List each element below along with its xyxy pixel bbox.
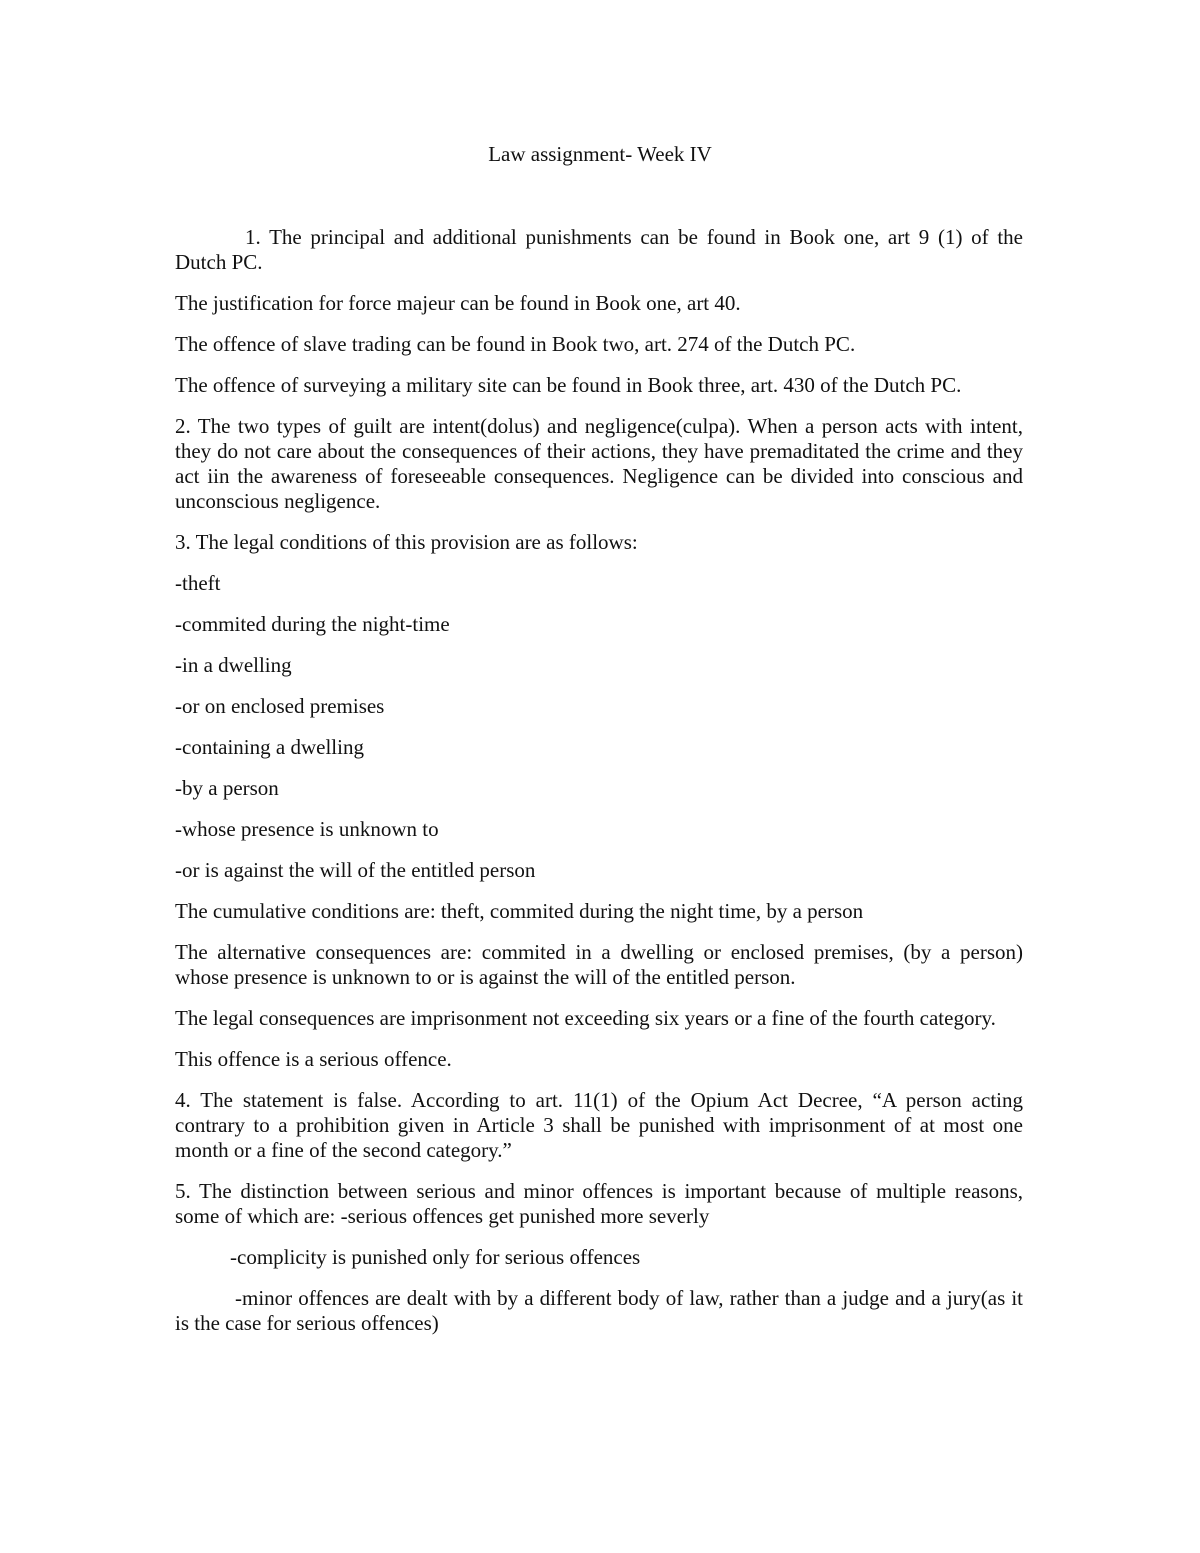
condition-item: -commited during the night-time (175, 612, 450, 636)
condition-item: -or is against the will of the entitled person (175, 858, 536, 882)
condition-item: -containing a dwelling (175, 735, 364, 759)
condition-item: -whose presence is unknown to (175, 817, 439, 841)
document-title: Law assignment- Week IV (488, 142, 712, 166)
serious-offence-paragraph: This offence is a serious offence. (175, 1047, 452, 1071)
answer-4-paragraph: 4. The statement is false. According to art. 11(1) of the Opium Act Decree, “A person acting contrary to a prohibition given in Article 3 shall be punished with imprisonment of at most one month or a fine of the second category.” (175, 1088, 1023, 1162)
reason-item: -minor offences are dealt with by a different body of law, rather than a judge and a jury(as it is the case for serious offences) (175, 1286, 1023, 1335)
answer-1-paragraph: 1. The principal and additional punishments can be found in Book one, art 9 (1) of the Dutch PC. (175, 225, 1023, 274)
force-majeur-paragraph: The justification for force majeur can be found in Book one, art 40. (175, 291, 741, 315)
answer-5-paragraph: 5. The distinction between serious and minor offences is important because of multiple reasons, some of which are: -serious offences get punished more severly (175, 1179, 1023, 1228)
military-site-paragraph: The offence of surveying a military site can be found in Book three, art. 430 of the Dutch PC. (175, 373, 962, 397)
slave-trading-paragraph: The offence of slave trading can be found in Book two, art. 274 of the Dutch PC. (175, 332, 856, 356)
legal-consequences-paragraph: The legal consequences are imprisonment not exceeding six years or a fine of the fourth category. (175, 1006, 996, 1030)
answer-3-intro: 3. The legal conditions of this provision are as follows: (175, 530, 638, 554)
document-body (175, 225, 1023, 1352)
answer-2-paragraph: 2. The two types of guilt are intent(dolus) and negligence(culpa). When a person acts with intent, they do not care about the consequences of their actions, they have premaditated the crime and they act iin the awareness of foreseeable consequences. Negligence can be divided into conscious and unconscious negligence. (175, 414, 1023, 513)
condition-item: -in a dwelling (175, 653, 292, 677)
reason-item: -complicity is punished only for serious offences (230, 1245, 641, 1269)
condition-item: -by a person (175, 776, 279, 800)
alternative-consequences-paragraph: The alternative consequences are: commited in a dwelling or enclosed premises, (by a person) whose presence is unknown to or is against the will of the entitled person. (175, 940, 1023, 989)
condition-item: -or on enclosed premises (175, 694, 385, 718)
cumulative-conditions-paragraph: The cumulative conditions are: theft, commited during the night time, by a person (175, 899, 864, 923)
condition-item: -theft (175, 571, 221, 595)
